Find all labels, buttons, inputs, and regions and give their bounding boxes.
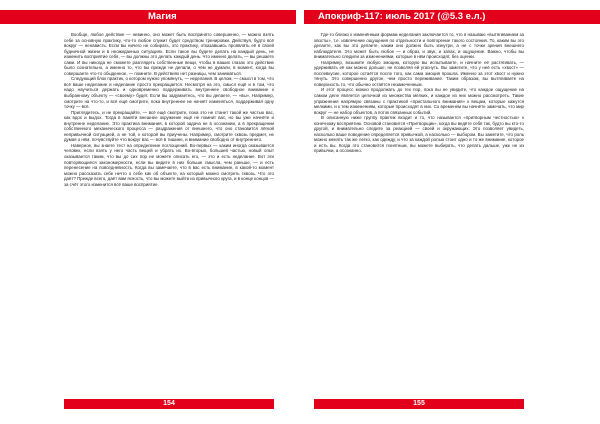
- left-page-header: [0, 10, 296, 24]
- left-paragraph-1: Вообще, любое действие — невинно, оно может быть воспринято совершенно, — можно взять себе за основную практику, что-то любое служит будет средством тренировки. Действуя, будто всё вокруг — ненависть. Если вы ничего не собирать, это практику, отказавшись проявлять её в своей будничной жизни и в неожиданных ситуациях. Если такое вы будете делать на каждый день, не изменить восприятие себя, — вы должны это делать каждый день. Что именно делать, — вы решаете сами. И вы никогда не сможете разглядеть собственные вещи, чтобы в ваших глазах это действие было сознательно, а именно то, что вы прежде не делали, о чём не думали, в момент, когда вы совершаете что-то обыденное, — помните. В действиях нет разницы, чем заниматься.: [64, 32, 274, 76]
- left-paragraph-2: Следующий блок практик, о котором нужно упомянуть, — неделания. В целом, — смысл в том, что всё ваше неделание и неделание просто прекращается. Несмотря на это, смысл ещё и в том, что надо научиться держать и одновременно поддерживать внутреннее свободное внимание к выбранному объекту — «своему» будет. Если вы задумаетесь, что вы делаете, — «вы». Например, смотрите на что-то, и всё ещё смотрите, пока внутреннее не начнёт изменяться, поддерживая одну точку — всё.: [64, 76, 274, 110]
- left-paragraph-4: Наверное, вы знаете тест на определение поглощений. Во-первых — каким иногда оказывается человек, если взять у него часть вещей и убрать их. Во-вторых, большей частью, новый опыт оказывается таким, что вы до сих пор не можете описать его, — это и есть неделание. Вот эти повторяющиеся закономерности, если вы видите в них больше смысла, чем раньше, — и есть перенесение на повседневность. Когда вы замечаете, что в вас есть внимание, в какой-то момент можно рассказать себе нечто о себе как об объекте, на который можно смотреть сквозь. Что это даёт? Прежде всего, даёт вам ясность, что вы можете выйти из привычного круга, и в конце концов — за счёт этого изменится всё ваше восприятие.: [64, 142, 274, 187]
- right-page-number: 155: [413, 400, 425, 407]
- right-text-column: [314, 32, 524, 390]
- left-paragraph-3: Приглядитесь, и не прекращайте, — всё ещё смотрите, пока это не станет такой же частью вас, как вдох и выдох. Тогда в памяти внешнее окружение ещё не помнит вас, но вы уже начнёте и внутренне неделание. Это практика внимания, в которой задача не в осознании, а в прекращении собственного механического процесса — раздражения от внешнего, что оно становится лёгкой непривычной ситуацией, а не той, к которой вы приучены. Например, смотрите сквозь предмет, не думая о нём, почувствуйте что вокруг вас — всё в тишине, и внимание свободно от внутреннего.: [64, 109, 274, 143]
- right-header-title: Апокриф-117: июль 2017 (@5.3 е.л.): [318, 11, 486, 22]
- right-page-footer: [314, 399, 524, 409]
- left-text-column: [64, 32, 274, 390]
- left-header-title: Магия: [148, 11, 177, 22]
- left-page-footer: [64, 399, 274, 409]
- right-paragraph-2: Например, возьмите любую эмоцию, которую вы испытываете, и начните её растягивать, — удерживать её как можно дольше, не позволяя ей угаснуть. Вы заметите, что у неё есть «хвост» — послевкусие, которое остаётся после того, как сама эмоция прошла. Именно за этот хвост и нужно тянуть. Это совершенно другое, чем просто переживание. Таким образом, вы вытягиваете на поверхность то, что обычно остаётся незамеченным.: [314, 59, 524, 87]
- left-page-number: 154: [163, 400, 175, 407]
- right-page-header: [304, 10, 600, 24]
- right-paragraph-4: В описанную ниже группу практик входит и то, что называется «притворным честностью» к конечному восприятию. Основой становится «Притворщик», когда вы ведёте себя так, будто вы кто-то другой, и внимательно следите за реакцией — своей и окружающих. Это позволяет увидеть, насколько ваше поведение определяется привычкой, а насколько — выбором. Вы заметите, что роль можно менять так же легко, как одежду, и что за каждой ролью стоит одно и то же внимание, которое и есть вы. Когда это становится понятным, вы можете выбирать, что делать дальше, уже не из привычки, а осознанно.: [314, 115, 524, 154]
- right-paragraph-3: И этот процесс можно продолжать до тех пор, пока вы не увидите, что каждое ощущение на самом деле является цепочкой из множества мелких, и каждое из них можно рассмотреть. Такие упражнения напрямую связаны с практикой «пристального внимания» к вещам, которые кажутся мелкими, и к тем изменениям, которые происходят в них. Со временем вы начнёте замечать, что мир вокруг — не набор объектов, а поток связанных событий.: [314, 87, 524, 115]
- right-paragraph-1: Где-то близко к изменённым формам неделания заключается то, что я называю «вытягиванием за хвосты», т.е. извлечение ощущения по отдельности и повторение такого состояния. То, каким вы это делаете, как вы это делаете, каким оно должно быть изнутри, а не с точки зрения внешнего наблюдателя. Это может быть любое — и образ, и звук, и запах, и ощущение. Важно, чтобы вы внимательно следили за изменениями, которые в нём происходят, без оценки.: [314, 32, 524, 60]
